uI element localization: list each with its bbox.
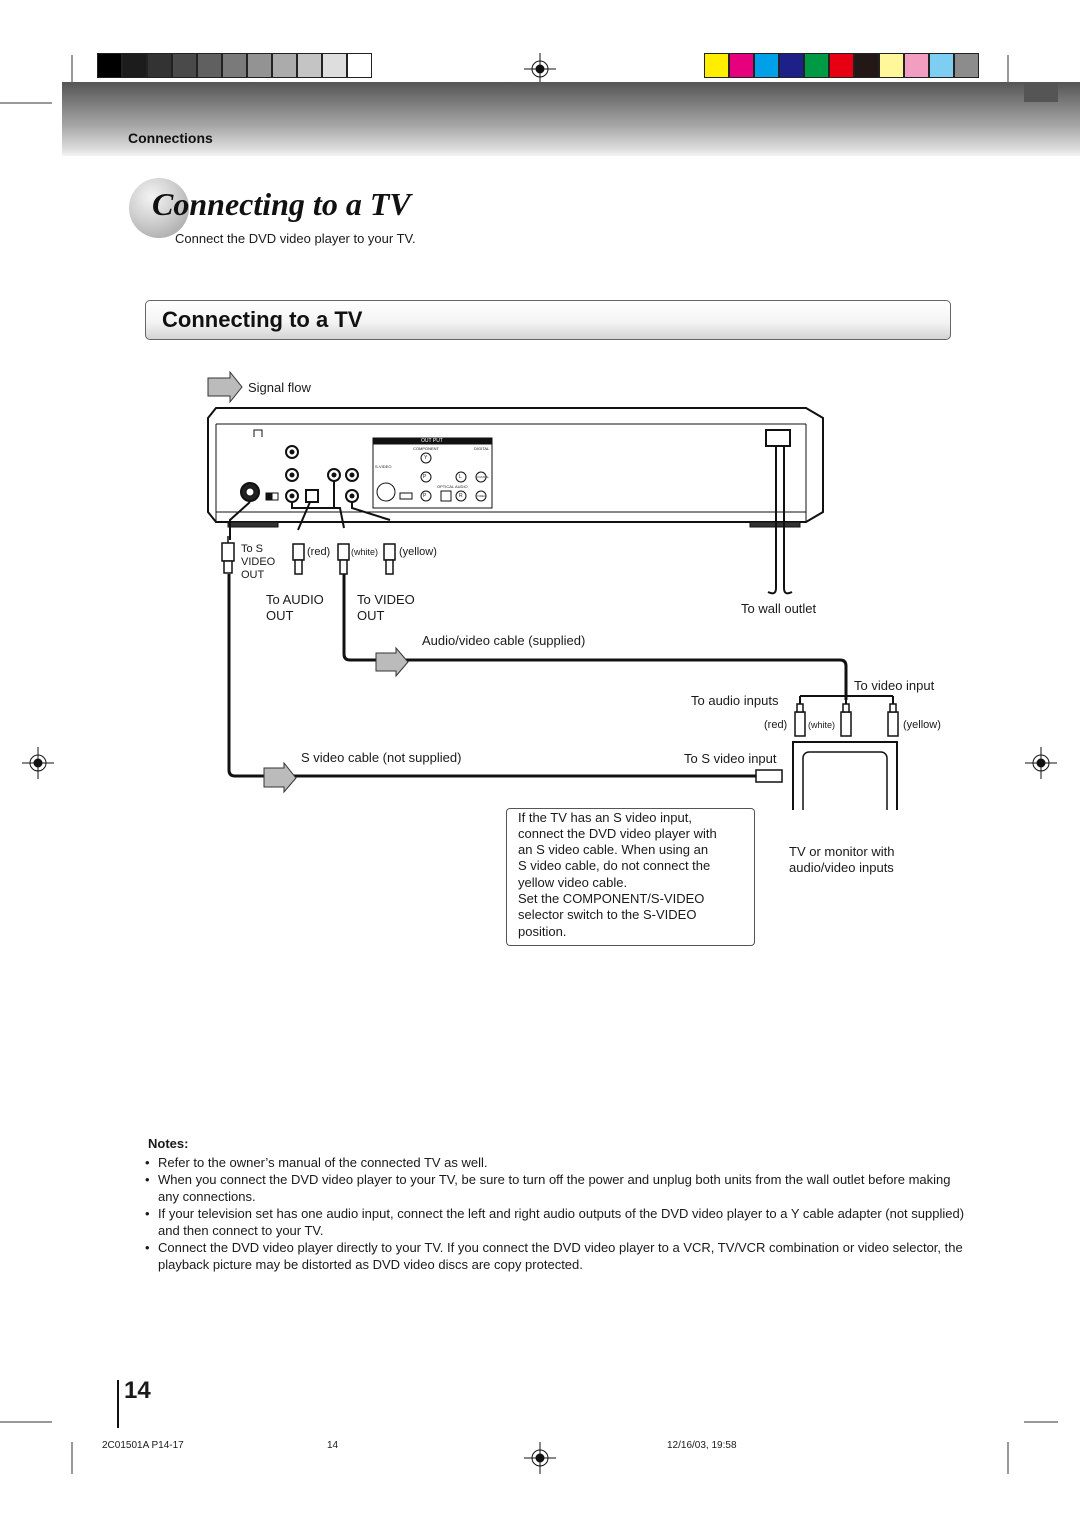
- svideo-note-line: selector switch to the S-VIDEO: [518, 907, 697, 922]
- panel-label-y: Y: [424, 455, 428, 461]
- to-video-out-label-2: OUT: [357, 608, 385, 623]
- to-s-video-out-label-2: VIDEO: [241, 556, 276, 568]
- plug-yellow-label: (yellow): [399, 546, 437, 558]
- tv-caption-line-1: TV or monitor with: [789, 844, 895, 859]
- color-swatch: [729, 53, 754, 78]
- header-band: [62, 82, 1080, 156]
- footer-page: 14: [327, 1440, 339, 1451]
- tv-plug-yellow-label: (yellow): [903, 719, 941, 731]
- panel-label-video: VIDEO: [477, 494, 487, 498]
- to-audio-inputs-label: To audio inputs: [691, 693, 779, 708]
- grayscale-swatch: [222, 53, 247, 78]
- svideo-note-line: Set the COMPONENT/S-VIDEO: [518, 891, 705, 906]
- to-s-video-out-label-3: OUT: [241, 569, 265, 581]
- header-band-right-tab: [1024, 82, 1058, 102]
- notes-item: • Refer to the owner’s manual of the connected TV as well.: [145, 1154, 965, 1171]
- color-calibration-bar: [704, 53, 979, 78]
- grayscale-swatch: [147, 53, 172, 78]
- grayscale-swatch: [172, 53, 197, 78]
- tv-plug-white-label: (white): [808, 720, 836, 730]
- to-video-out-label-1: To VIDEO: [357, 592, 415, 607]
- grayscale-swatch: [247, 53, 272, 78]
- av-cable-label: Audio/video cable (supplied): [422, 633, 586, 648]
- panel-label-optical: OPTICAL: [437, 484, 455, 489]
- notes-heading: Notes:: [148, 1136, 189, 1151]
- connection-diagram: [0, 360, 1080, 810]
- notes-list: [145, 1154, 965, 1273]
- grayscale-swatch: [297, 53, 322, 78]
- color-swatch: [804, 53, 829, 78]
- av-cable-flow-arrow-icon: [376, 648, 408, 676]
- to-s-video-input-label: To S video input: [684, 751, 777, 766]
- panel-label-audio: AUDIO: [455, 484, 468, 489]
- rca-plug-white-icon: [338, 544, 349, 574]
- registration-mark-bottom: [524, 1442, 556, 1474]
- svideo-note-line: connect the DVD video player with: [518, 826, 717, 841]
- panel-label-component: COMPONENT: [413, 446, 439, 451]
- grayscale-swatch: [122, 53, 147, 78]
- tv-rca-plug-yellow-icon: [888, 712, 898, 736]
- grayscale-swatch: [322, 53, 347, 78]
- notes-item: • When you connect the DVD video player to your TV, be sure to turn off the power and unplug both units from the wall outlet before making any connections.: [145, 1171, 965, 1205]
- svideo-note-line: If the TV has an S video input,: [518, 810, 692, 825]
- subheading: Connecting to a TV: [162, 307, 363, 332]
- tv-s-video-plug-icon: [756, 770, 782, 782]
- footer-file-id: 2C01501A P14-17: [102, 1440, 184, 1451]
- panel-label-pb: P: [423, 474, 427, 480]
- intro-text: Connect the DVD video player to your TV.: [175, 231, 416, 246]
- panel-label-output: OUT PUT: [421, 438, 443, 444]
- color-swatch: [954, 53, 979, 78]
- page-number: 14: [124, 1377, 151, 1404]
- to-s-video-out-label-1: To S: [241, 543, 264, 555]
- color-swatch: [929, 53, 954, 78]
- plug-red-label: (red): [307, 546, 331, 558]
- to-audio-out-label-2: OUT: [266, 608, 294, 623]
- panel-label-r: R: [459, 493, 463, 499]
- color-swatch: [704, 53, 729, 78]
- page-number-rule: [117, 1380, 119, 1428]
- tv-monitor-icon: [793, 742, 897, 810]
- color-swatch: [829, 53, 854, 78]
- panel-label-l: L: [459, 474, 462, 480]
- s-video-cable-label: S video cable (not supplied): [301, 750, 462, 765]
- to-audio-out-label-1: To AUDIO: [266, 592, 324, 607]
- tv-plug-red-label: (red): [764, 719, 788, 731]
- color-swatch: [754, 53, 779, 78]
- panel-label-digital: DIGITAL: [474, 446, 490, 451]
- svideo-note-line: position.: [518, 924, 567, 939]
- svideo-note-line: an S video cable. When using an: [518, 842, 709, 857]
- panel-label-pr: P: [423, 493, 427, 499]
- panel-label-coaxial: COAXIAL: [476, 475, 490, 479]
- registration-mark-top: [524, 53, 556, 85]
- color-swatch: [879, 53, 904, 78]
- signal-flow-label: Signal flow: [248, 380, 311, 395]
- grayscale-calibration-bar: [97, 53, 372, 78]
- grayscale-swatch: [272, 53, 297, 78]
- grayscale-swatch: [197, 53, 222, 78]
- signal-flow-arrow-icon: [208, 372, 242, 402]
- svideo-cable-flow-arrow-icon: [264, 763, 296, 792]
- color-swatch: [779, 53, 804, 78]
- footer-date: 12/16/03, 19:58: [667, 1440, 737, 1451]
- color-swatch: [854, 53, 879, 78]
- rca-plug-yellow-icon: [384, 544, 395, 574]
- svideo-note-line: yellow video cable.: [518, 875, 628, 890]
- rca-plug-red-icon: [293, 544, 304, 574]
- to-wall-outlet-label: To wall outlet: [741, 601, 817, 616]
- notes-item: • Connect the DVD video player directly to your TV. If you connect the DVD video player to a VCR, TV/VCR combination or video selector, the playback picture may be distorted as DVD video discs are copy protected.: [145, 1239, 965, 1273]
- s-video-plug-icon: [222, 536, 234, 573]
- plug-white-label: (white): [351, 547, 379, 557]
- tv-rca-plug-red-icon: [795, 712, 805, 736]
- tv-rca-plug-white-icon: [841, 712, 851, 736]
- grayscale-swatch: [97, 53, 122, 78]
- notes-item: • If your television set has one audio input, connect the left and right audio outputs of the DVD video player to a Y cable adapter (not supplied) and then connect to your TV.: [145, 1205, 965, 1239]
- svideo-note-line: S video cable, do not connect the: [518, 858, 711, 873]
- page-title: Connecting to a TV: [152, 186, 411, 222]
- to-video-input-label: To video input: [854, 678, 935, 693]
- tv-caption-line-2: audio/video inputs: [789, 860, 894, 875]
- section-label: Connections: [128, 130, 213, 146]
- color-swatch: [904, 53, 929, 78]
- panel-label-svideo: S-VIDEO: [375, 464, 392, 469]
- grayscale-swatch: [347, 53, 372, 78]
